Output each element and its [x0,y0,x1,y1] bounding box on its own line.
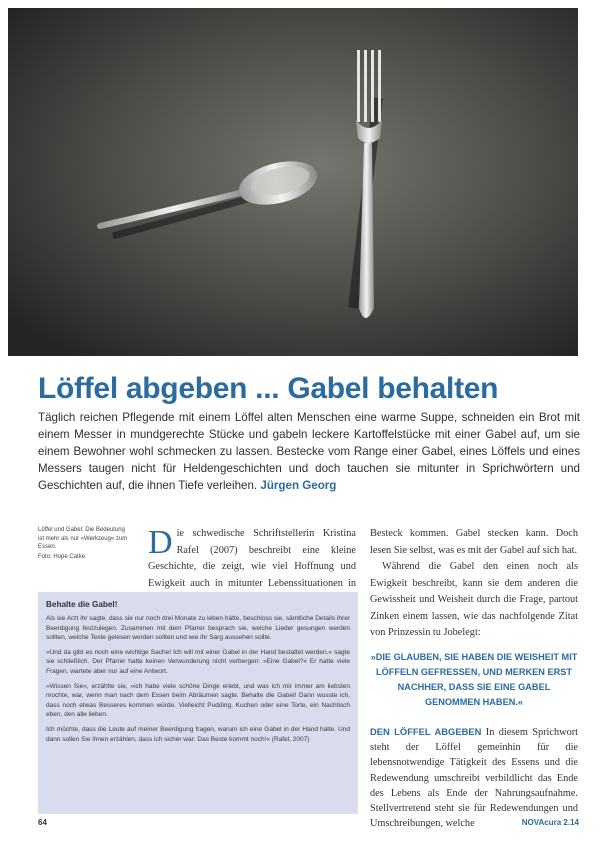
column-middle-text: ie schwedische Schriftstellerin Kristina Rafel (2007) beschreibt eine kleine Geschichte, die zeigt, wie viel Hoffnung und Ewigkeit auch in mitunter Lebenssituationen in [148,528,356,589]
author-name: Jürgen Georg [260,479,337,492]
dropcap: D [148,524,173,561]
magazine-issue: NOVAcura 2.14 [521,818,579,827]
story-box-paragraph: »Und da gibt es noch eine wichtige Sache! Ich will mit einer Gabel in der Hand bestattet werden.« sagte sie schließlich. Der Pfarrer hatte keinen Verwunderung nicht verbergen: »Eine Gabel?« Er hatte viele Fragen, wartete aber nur auf eine Antwort. [46,648,350,675]
caption-text: Löffel und Gabel: Die Bedeutung ist mehr als nur »Werkzeug« zum Essen. [38,527,128,550]
story-box-paragraph: Ich möchte, dass die Leute auf meiner Beerdigung fragen, warum ich eine Gabel in der Hand halte. Und dann sollen Sie ihnen erzählen, dass ich sicher war: Das Beste kommt noch!« (Rafel, 2007) [46,725,350,743]
article-column-right [370,526,578,642]
story-box-paragraph: »Wissen Sie«, erzählte sie, »ich habe viele schöne Dinge erlebt, und was ich mir immer am liebsten mochte, war, wenn man nach dem Essen beim Abräumen sagte: Behalte die Gabel! Dann wusste ich, dass noch etwas Besseres kommen würde. Vielleicht Pudding, Kuchen oder eine Torte, ein Nachtisch eben, den alle lieben. [46,682,350,719]
article-title: Löffel abgeben ... Gabel behalten [38,372,499,405]
page-number: 64 [38,818,47,827]
story-box-paragraph: Als sie Arzt ihr sagte, dass sie nur noch drei Monate zu leben hätte, beschloss sie, sämtliche Details ihrer Beerdigung festzulegen. Zusammen mit dem Pfarrer besprach sie, welche Lieder gesungen werden sollten, welche Texte gelesen werden sollten und wie ihr Sarg aussehen sollte. [46,615,350,642]
photo-credit: Foto: Hope Catke [38,553,86,560]
pull-quote: »DIE GLAUBEN, SIE HABEN DIE WEISHEIT MIT LÖFFELN GEFRESSEN, UND MERKEN ERST NACHHER, DASS SIE EINE GABEL GENOMMEN HABEN.« [370,652,578,707]
article-column-right-lower [370,724,578,831]
story-box-title: Behalte die Gabel! [46,600,118,609]
story-box [38,592,358,814]
article-lead [38,409,580,494]
column-right-paragraph-1: Besteck kommen. Gabel stecken kann. Doch lesen Sie selbst, was es mit der Gabel auf sich hat. [370,528,578,556]
column-right-lower-text: In diesem Sprichwort steht der Löffel gemeinhin für die lebensnotwendige Tätigkeit des Essens und die Redewendung umschreibt verbildlicht das Ende des Lebens als Ende der Nahrungsaufnahme. Stellvertretend steht sie für Redewendungen und Umschreibungen, welche [370,727,579,830]
hero-photo-spoon-fork [8,8,578,356]
section-lead-in: DEN LÖFFEL ABGEBEN [370,726,482,737]
spoon-and-fork-icon [8,8,578,356]
photo-caption [38,526,130,561]
column-right-paragraph-2: Während die Gabel den einen noch als Ewigkeit beschreibt, kann sie dem anderen die Gewissheit und Weisheit durch die Frage, partout Zinken einem lassen, wie das nachfolgende Zitat von Prinzessin tu Jobelegt: [370,561,578,638]
lead-text: Täglich reichen Pflegende mit einem Löffel alten Menschen eine warme Suppe, schneiden ein Brot mit einem Messer in mundgerechte Stücke und gabeln leckere Kartoffelstücke mit einer Gabel auf, um sie einem Bewohner wohl schmecken zu lassen. Bestecke vom Range einer Gabel, eines Löffels und eines Messers taugen nicht für Heldengeschichten und doch tauchen sie mitunter in Sprichwörtern und Geschichten auf, die ihnen Tiefe verleihen. [38,411,580,492]
